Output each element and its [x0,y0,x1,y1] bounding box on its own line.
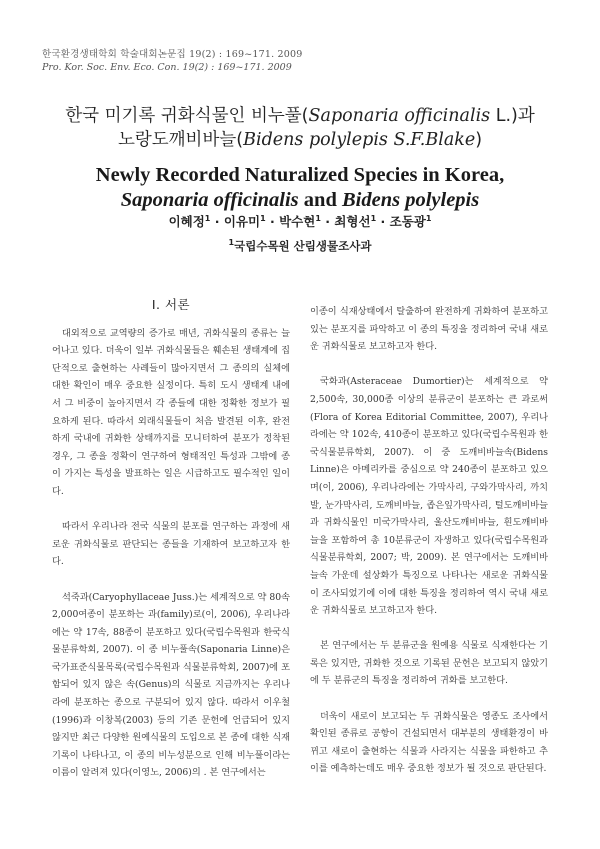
author-name: 이유미 [223,214,261,229]
section-title: Ⅰ. 서론 [151,297,191,312]
affiliation-marker: 1 [228,238,235,248]
author-separator: · [376,214,390,229]
author-separator: · [265,214,280,229]
author-separator: · [210,214,224,229]
title-korean-line1 [0,104,600,128]
paragraph: 석죽과(Caryophyllaceae Juss.)는 세계적으로 약 80속 2,000여종이 분포하는 과(family)로(이, 2006), 우리나라에는 약 17속, 88종이 분포하고 있다(국립수목원과 한국식물분류학회, 2007). 이 종 비누풀속(Saponaria Linne)은 국가표준식물목록(국립수목원과 식물분류학회, 2007)에 포함되어 있지 않은 속(Genus)의 식물로 지금까지는 우리나라에 분포하는 종으로 구분되어 있지 않다. 따라서 이우철(1996)과 이창복(2003) 등의 기존 문헌에 언급되어 있지 않지만 최근 다양한 원예식물의 도입으로 본 종에 대한 식재기록이 나타나고, 이 종의 비누성분으로 인해 비누풀이라는 이름이 알려져 있다(이영노, 2006)의 . 본 연구에서는 [52,591,290,779]
author-name: 박수현 [279,214,316,229]
species-name: Bidens polylepis [341,189,480,211]
paragraph: 본 연구에서는 두 분류군을 원예용 식물로 식재한다는 기록은 있지만, 귀화한 것으로 기록된 문헌은 보고되지 않았기에 두 분류군의 특징을 정리하여 귀화를 보고한다. [310,640,548,687]
journal-citation-korean: 한국환경생태학회 학술대회논문집 19(2) : 169~171. 2009 [42,49,303,60]
paragraph: 대외적으로 교역량의 증가로 매년, 귀화식물의 종류는 늘어나고 있다. 더욱이 일부 귀화식물들은 훼손된 생태계에 집단적으로 출현하는 사례들이 많아지면서 그 종의의 실체에 대한 확인이 매우 중요한 실정이다. 특히 도시 생태계 내에서 그 비중이 높아지면서 각 종들에 대한 정확한 정보가 필요하게 된다. 따라서 외래식물들이 처음 발견된 이후, 완전하게 국내에 귀화한 상태까지를 모니터하여 분포가 정착된 경우, 그 종을 정확이 연구하여 형태적인 특성과 그밖에 종이 가지는 특성을 발표하는 일은 시급하고도 필수적인 일이다. [52,327,290,497]
author-list [0,212,600,230]
author-name: 조동광 [389,214,426,229]
author-name: 최형선 [334,214,371,229]
title-korean-text: ) [475,130,483,150]
author-affiliation-marker: 1 [315,213,321,223]
author-affiliation-marker: 1 [204,213,211,223]
author-affiliation-marker: 1 [260,213,266,223]
species-name: Bidens polylepis S.F.Blake [243,130,476,150]
title-english [0,163,600,213]
paragraph: 더욱이 새로이 보고되는 두 귀화식물은 영종도 조사에서 확인된 종류로 공항이 건설되면서 대부분의 생태환경이 바뀌고 새로이 출현하는 식물과 사라지는 식물을 파한하고 추이를 예측하는데도 매우 중요한 정보가 될 것으로 판단된다. [310,710,548,775]
paragraph: 따라서 우리나라 전국 식물의 분포를 연구하는 과정에 새로운 귀화식물로 판단되는 종들을 기재하여 보고하고자 한다. [52,521,290,568]
right-column [310,303,548,796]
title-korean-line2 [0,128,600,152]
title-korean-text: 노랑도깨비바늘( [117,130,244,150]
title-korean-text: L.)과 [490,106,535,126]
author-separator: · [320,214,335,229]
species-name: Saponaria officinalis [120,189,299,211]
journal-header [42,48,562,74]
left-column [52,296,290,800]
affiliation-text: 국립수목원 산림생물조사과 [234,239,372,253]
affiliation [0,238,600,254]
paragraph: 이종이 식재상태에서 탈출하여 완전하게 귀화하여 분포하고 있는 분포지를 파악하고 이 종의 특징을 정리하여 국내 새로운 귀화식물로 보고하고자 한다. [310,306,548,353]
title-korean-text: 한국 미기록 귀화식물인 비누풀( [65,106,309,126]
species-name: Saponaria officinalis [308,106,491,126]
paragraph: 국화과(Asteraceae Dumortier)는 세계적으로 약 2,500속, 30,000종 이상의 분류군이 분포하는 큰 과로써(Flora of Korea Editorial Committee, 2007), 우리나라에는 약 102속, 410종이 분포하고 있다(국립수목원과 한국식물분류학회, 2007). 이 중 도깨비바늘속(Bidens Linne)은 아메리카를 중심으로 약 240종이 분포하고 있으며(이, 2006), 우리나라에는 가막사리, 구와가막사리, 까치발, 눈가막사리, 도깨비바늘, 좁은잎가막사리, 털도깨비바늘과 귀화식물인 미국가막사리, 울산도깨비바늘, 흰도깨비바늘을 포함하여 총 10분류군이 자생하고 있다(국립수목원과 식물분류학회, 2007; 박, 2009). 본 연구에서는 도깨비바늘속 가운데 설상화가 특징으로 나타나는 새로운 귀화식물이 조사되었기에 이에 대한 특징을 정리하여 역시 국내 새로운 귀화식물로 보고하고자 한다. [310,376,548,617]
author-affiliation-marker: 1 [370,213,377,223]
title-english-line2 [0,188,600,213]
author-name: 이혜정 [168,214,205,229]
title-korean [0,104,600,152]
journal-citation-english: Pro. Kor. Soc. Env. Eco. Con. 19(2) : 169~171. 2009 [42,62,292,73]
author-affiliation-marker: 1 [425,213,432,223]
title-conjunction: and [298,189,342,211]
title-english-line1: Newly Recorded Naturalized Species in Korea, [95,164,505,186]
